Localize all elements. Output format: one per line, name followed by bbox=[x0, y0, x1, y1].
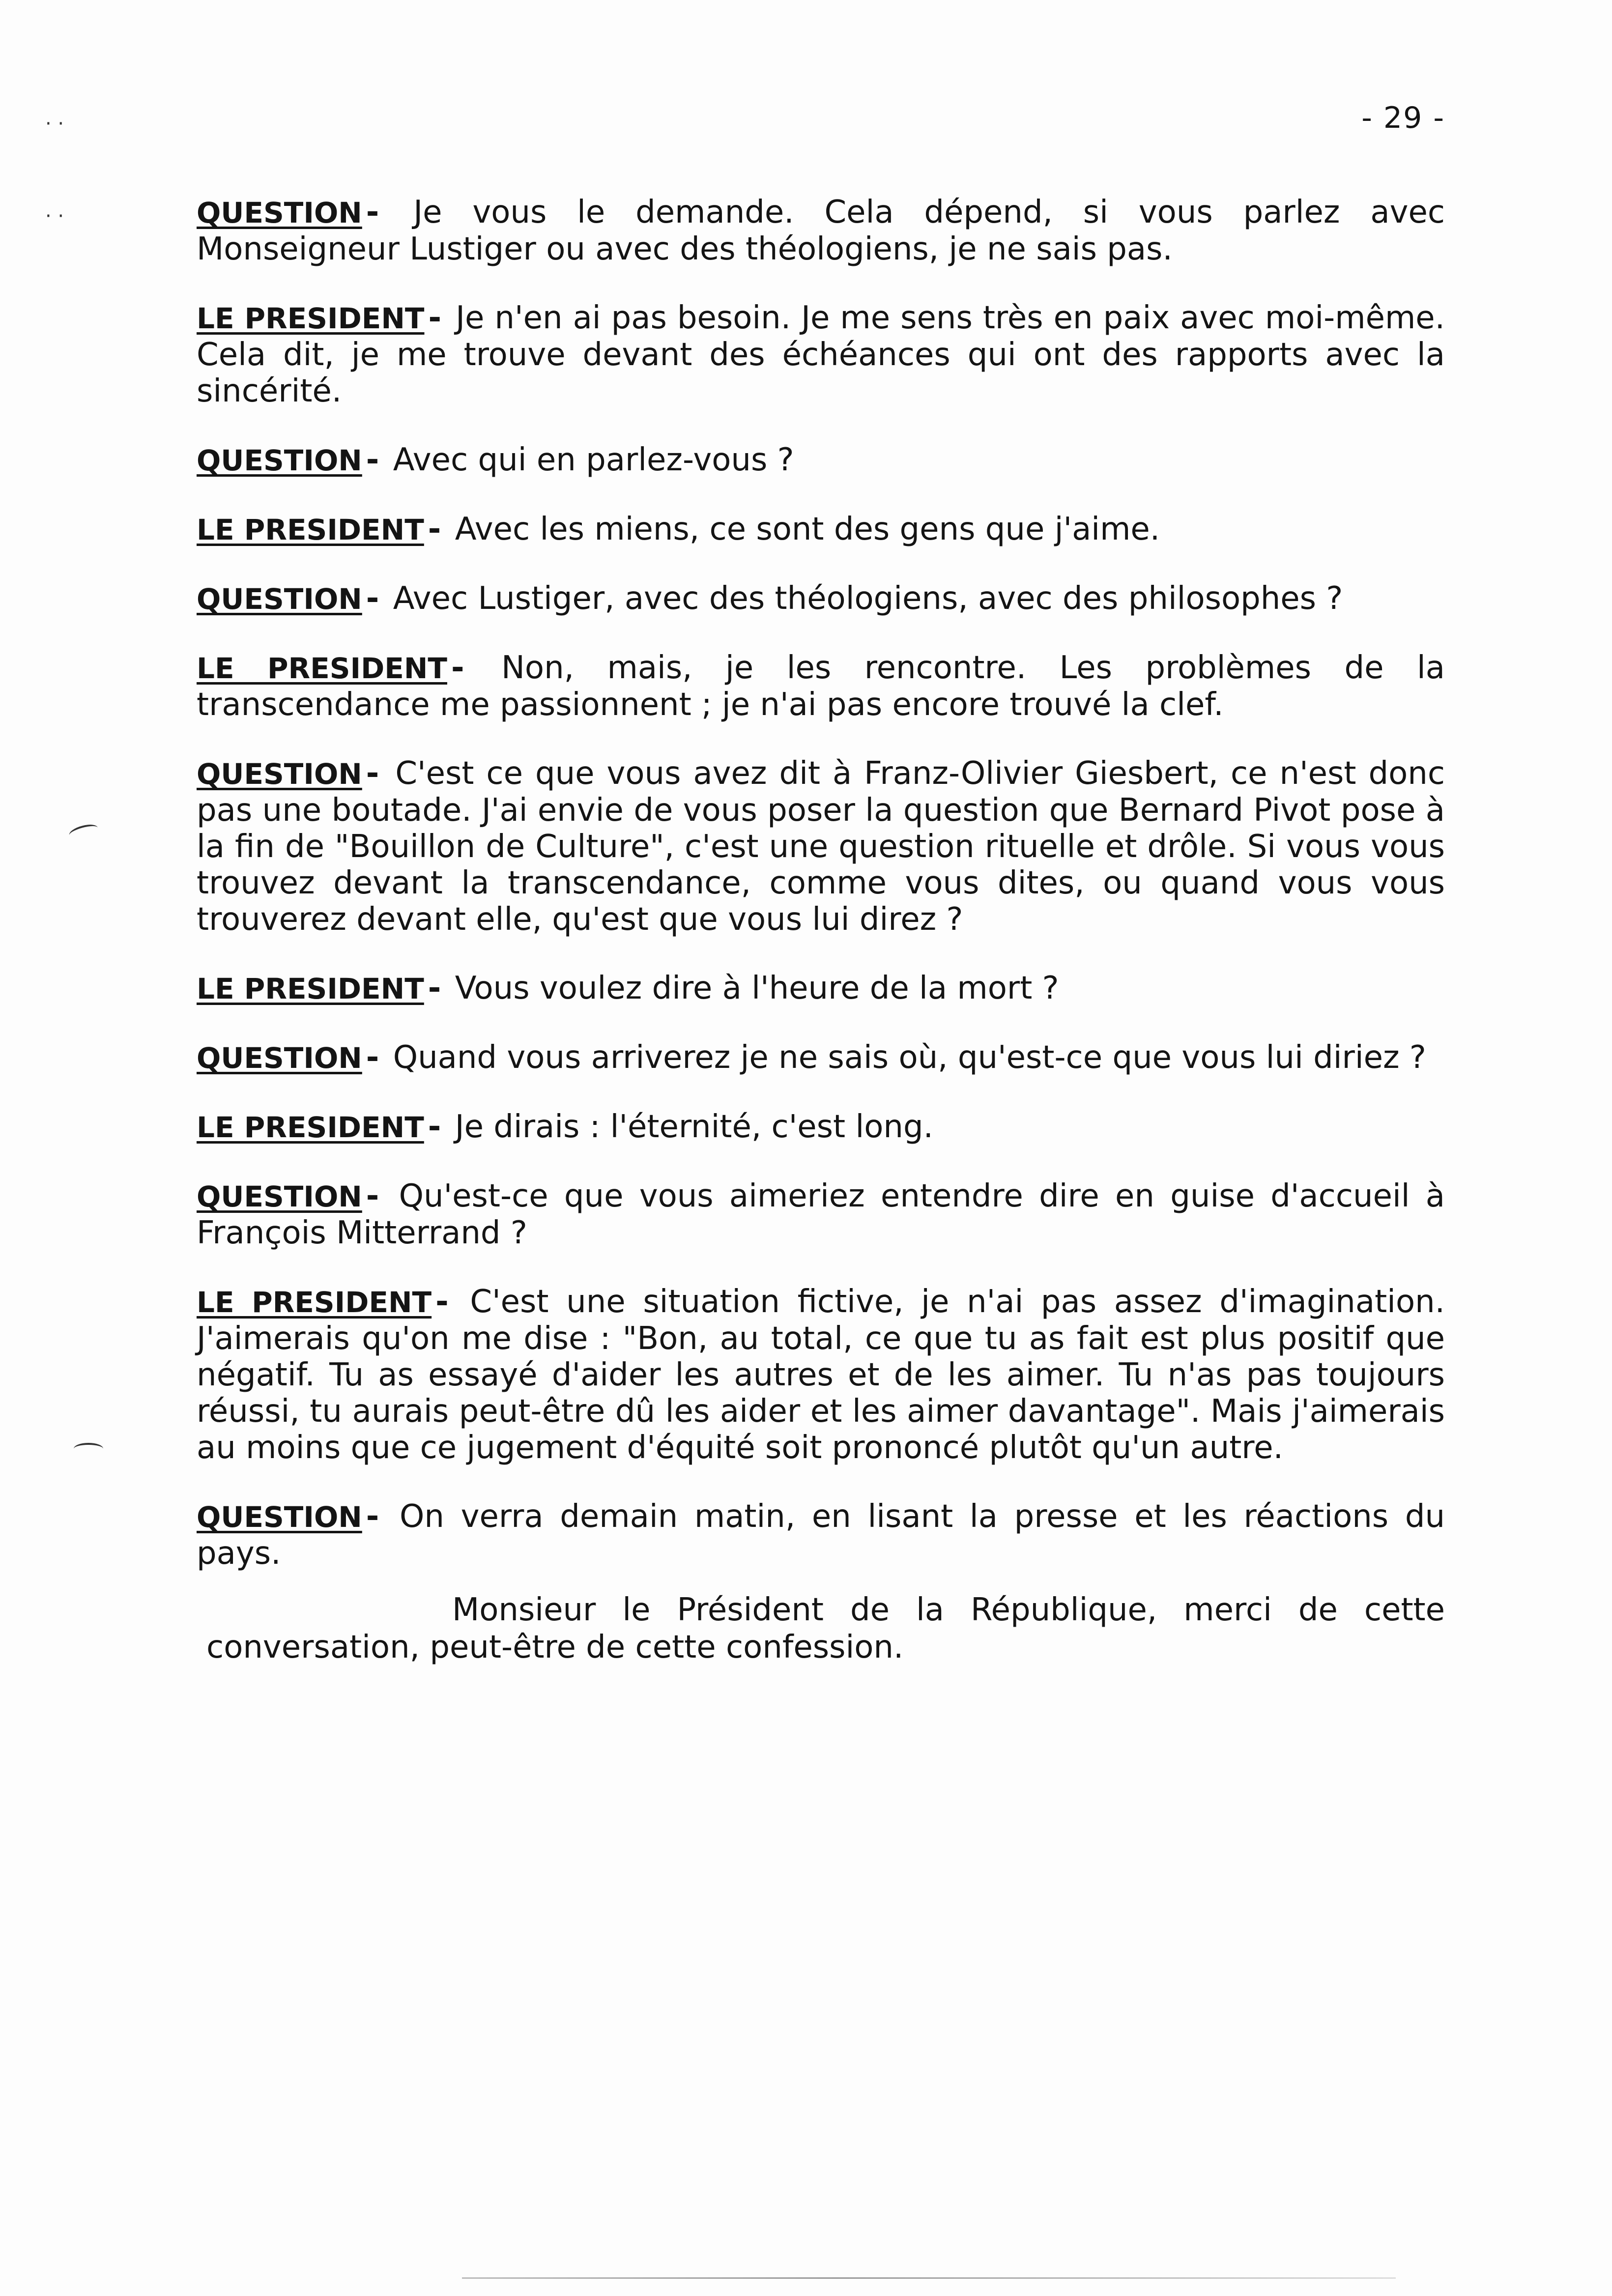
dialogue-text: Avec Lustiger, avec des théologiens, avec des philosophes ? bbox=[393, 580, 1343, 617]
dialogue-entry bbox=[197, 1109, 1445, 1146]
separator: - bbox=[366, 1039, 379, 1076]
speaker-label: QUESTION bbox=[197, 196, 362, 230]
dialogue-entry bbox=[197, 194, 1445, 267]
speaker-label: LE PRESIDENT bbox=[197, 513, 424, 546]
separator: - bbox=[451, 650, 464, 686]
speaker-label: QUESTION bbox=[197, 1180, 362, 1213]
separator: - bbox=[428, 511, 441, 547]
dialogue-entry bbox=[197, 300, 1445, 409]
speaker-label: LE PRESIDENT bbox=[197, 302, 425, 335]
margin-arc-mark bbox=[68, 822, 99, 841]
separator: - bbox=[435, 1284, 449, 1320]
dialogue-entry bbox=[197, 1284, 1445, 1466]
dialogue-entry bbox=[197, 755, 1445, 938]
dialogue-entry bbox=[197, 1178, 1445, 1251]
dialogue-text: Je dirais : l'éternité, c'est long. bbox=[455, 1109, 933, 1145]
dialogue-text: On verra demain matin, en lisant la presse et les réactions du pays. bbox=[197, 1498, 1445, 1572]
separator: - bbox=[428, 970, 441, 1006]
dialogue-entry bbox=[197, 970, 1445, 1007]
dialogue-text: Avec les miens, ce sont des gens que j'aime. bbox=[455, 511, 1160, 547]
separator: - bbox=[366, 1498, 379, 1535]
separator: - bbox=[366, 442, 379, 478]
margin-mark: · · bbox=[45, 205, 64, 228]
dialogue-entry bbox=[197, 511, 1445, 548]
dialogue-text: Qu'est-ce que vous aimeriez entendre dire en guise d'accueil à François Mitterrand ? bbox=[197, 1178, 1445, 1251]
dialogue-entry bbox=[197, 580, 1445, 617]
transcript-body bbox=[197, 194, 1445, 1666]
separator: - bbox=[366, 1178, 379, 1214]
separator: - bbox=[366, 194, 379, 230]
scan-edge-line bbox=[462, 2277, 1396, 2279]
margin-mark: · · bbox=[45, 113, 64, 135]
speaker-label: QUESTION bbox=[197, 1041, 362, 1075]
dialogue-text: C'est ce que vous avez dit à Franz-Olivier Giesbert, ce n'est donc pas une boutade. J'ai envie de vous poser la question que Bernard Pivot pose à la fin de "Bouillon de Culture", c'est une question rituelle et drôle. Si vous vous trouvez devant la transcendance, comme vous dites, ou quand vous vous trouverez devant elle, qu'est que vous lui direz ? bbox=[197, 755, 1445, 938]
speaker-label: LE PRESIDENT bbox=[197, 1286, 432, 1319]
margin-arc-mark bbox=[74, 1443, 103, 1455]
separator: - bbox=[428, 1109, 441, 1145]
dialogue-entry bbox=[197, 650, 1445, 723]
speaker-label: LE PRESIDENT bbox=[197, 652, 447, 685]
separator: - bbox=[366, 755, 379, 792]
speaker-label: QUESTION bbox=[197, 582, 362, 616]
separator: - bbox=[366, 580, 379, 617]
speaker-label: LE PRESIDENT bbox=[197, 972, 424, 1005]
separator: - bbox=[428, 300, 442, 336]
dialogue-text: Je n'en ai pas besoin. Je me sens très en paix avec moi-même. Cela dit, je me trouve devant des échéances qui ont des rapports avec la sincérité. bbox=[197, 300, 1445, 409]
speaker-label: QUESTION bbox=[197, 1500, 362, 1534]
page-number: - 29 - bbox=[1361, 101, 1445, 135]
dialogue-entry bbox=[197, 1498, 1445, 1572]
dialogue-entry bbox=[197, 1039, 1445, 1076]
dialogue-text: Vous voulez dire à l'heure de la mort ? bbox=[455, 970, 1059, 1006]
closing-remark: Monsieur le Président de la République, merci de cette conversation, peut-être de cette confession. bbox=[206, 1592, 1445, 1665]
dialogue-text: Je vous le demande. Cela dépend, si vous parlez avec Monseigneur Lustiger ou avec des théologiens, je ne sais pas. bbox=[197, 194, 1445, 267]
dialogue-entry bbox=[197, 442, 1445, 479]
speaker-label: QUESTION bbox=[197, 757, 362, 791]
dialogue-text: C'est une situation fictive, je n'ai pas assez d'imagination. J'aimerais qu'on me dise : "Bon, au total, ce que tu as fait est plus positif que négatif. Tu as essayé d'aider les autres et de les aimer. Tu n'as pas toujours réussi, tu aurais peut-être dû les aider et les aimer davantage". Mais j'aimerais au moins que ce jugement d'équité soit prononcé plutôt qu'un autre. bbox=[197, 1284, 1445, 1466]
dialogue-text: Non, mais, je les rencontre. Les problèmes de la transcendance me passionnent ; je n'ai pas encore trouvé la clef. bbox=[197, 650, 1445, 723]
dialogue-text: Avec qui en parlez-vous ? bbox=[393, 442, 794, 478]
dialogue-text: Quand vous arriverez je ne sais où, qu'est-ce que vous lui diriez ? bbox=[393, 1039, 1426, 1076]
speaker-label: LE PRESIDENT bbox=[197, 1111, 424, 1144]
speaker-label: QUESTION bbox=[197, 444, 362, 477]
